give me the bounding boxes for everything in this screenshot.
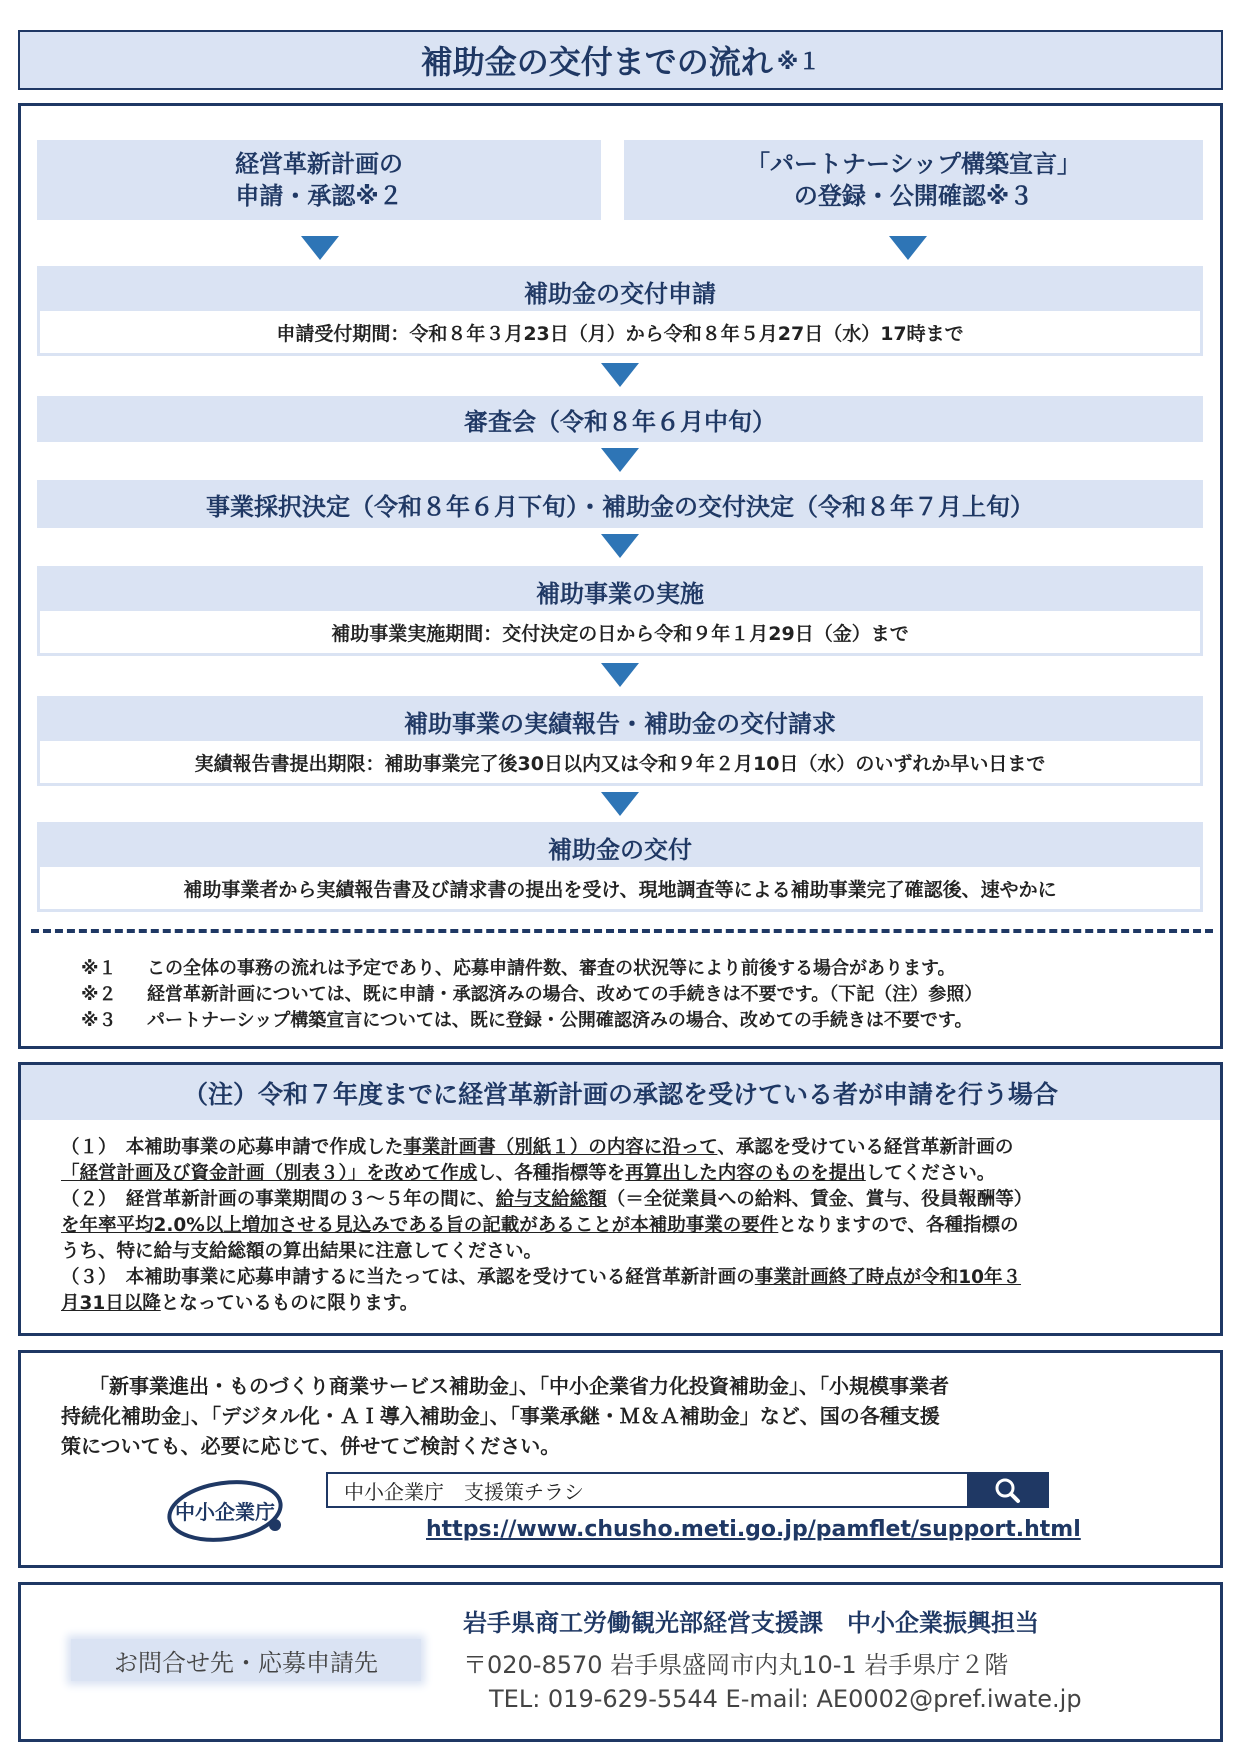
support-section (18, 1350, 1223, 1568)
support-line-2: 持続化補助金」、「デジタル化・ＡＩ導入補助金」、「事業承継・Ｍ＆Ａ補助金」など、国の各種支援 (61, 1404, 940, 1428)
footnote-1 (81, 954, 956, 980)
flow-box-innovation-plan-line2: 申請・承認※２ (235, 182, 403, 210)
note-p3-text: となっているものに限ります。 (160, 1293, 419, 1314)
footnote-1-key: ※１ (81, 958, 117, 979)
step-project-implementation-label: 補助事業の実施 (536, 579, 704, 608)
arrow-down-icon (601, 363, 639, 387)
note-p3-underline: 事業計画終了時点が令和10年３ (754, 1267, 1022, 1288)
arrow-down-icon (601, 448, 639, 472)
title-main: 補助金の交付までの流れ (420, 43, 773, 81)
note-p2-underline: 給与支給総額 (495, 1189, 607, 1210)
note-p1-text: （１） 本補助事業の応募申請で作成した (61, 1137, 404, 1158)
step-adoption-decision (37, 480, 1203, 528)
footnote-3-text: パートナーシップ構築宣言については、既に登録・公開確認済みの場合、改めての手続きは不要です。 (147, 1010, 973, 1031)
flow-box-partnership-line2: の登録・公開確認※３ (793, 182, 1034, 210)
footnote-3-key: ※３ (81, 1010, 117, 1031)
support-line-1: 「新事業進出・ものづくり商業サービス補助金」、「中小企業省力化投資補助金」、「小規模事業者 (89, 1374, 949, 1398)
contact-tel-email: TEL: 019-629-5544 E-mail: AE0002@pref.iwate.jp (489, 1685, 1082, 1713)
footnote-3 (81, 1006, 972, 1032)
payment-detail: 補助事業者から実績報告書及び請求書の提出を受け、現地調査等による補助事業完了確認後、速やかに (37, 864, 1203, 912)
support-url-link[interactable]: https://www.chusho.meti.go.jp/pamflet/support.html (426, 1517, 1081, 1542)
arrow-down-icon (601, 534, 639, 558)
flow-section (18, 103, 1223, 1049)
note-p2-text: となりますので、各種指標の (778, 1215, 1019, 1236)
note-p2-underline: を年率平均2.0%以上増加させる見込みである旨の記載があることが本補助事業の要件 (61, 1215, 779, 1236)
logo-text: 中小企業庁 (175, 1500, 275, 1524)
support-line-3: 策についても、必要に応じて、併せてご検討ください。 (61, 1434, 561, 1458)
step-review-meeting-label: 審査会（令和８年６月中旬） (464, 407, 776, 436)
note-p3-text: （３） 本補助事業に応募申請するに当たっては、承認を受けている経営革新計画の (61, 1267, 755, 1288)
dashed-divider (31, 929, 1213, 933)
implementation-period: 補助事業実施期間：交付決定の日から令和９年１月29日（金）まで (37, 608, 1203, 656)
search-button[interactable] (967, 1474, 1047, 1506)
flow-box-innovation-plan (37, 140, 601, 220)
report-deadline: 実績報告書提出期限：補助事業完了後30日以内又は令和９年２月10日（水）のいずれか早い日まで (37, 738, 1203, 786)
note-p1-underline: 事業計画書（別紙１）の内容に沿って (403, 1137, 718, 1158)
note-p2-text: （＝全従業員への給料、賃金、賞与、役員報酬等） (606, 1189, 1033, 1210)
note-p1-text: し、各種指標等を (477, 1163, 626, 1184)
note-p2-text: （２） 経営革新計画の事業期間の３～５年の間に、 (61, 1189, 496, 1210)
flow-box-partnership-line1: 「パートナーシップ構築宣言」 (745, 150, 1082, 178)
sme-agency-logo (163, 1475, 291, 1545)
contact-address: 〒020-8570 岩手県盛岡市内丸10-1 岩手県庁２階 (463, 1651, 1009, 1679)
note-p1-underline: 「経営計画及び資金計画（別表３）」を改めて作成 (61, 1163, 478, 1184)
note-section (18, 1062, 1223, 1336)
search-box[interactable] (326, 1472, 1049, 1508)
application-period: 申請受付期間：令和８年３月23日（月）から令和８年５月27日（水）17時まで (37, 308, 1203, 356)
step-adoption-decision-label: 事業採択決定（令和８年６月下旬）・補助金の交付決定（令和８年７月上旬） (206, 492, 1034, 521)
page-title (18, 30, 1223, 90)
flow-box-innovation-plan-line1: 経営革新計画の (235, 150, 403, 178)
search-icon (993, 1476, 1021, 1504)
search-input[interactable]: 中小企業庁 支援策チラシ (344, 1479, 584, 1504)
contact-section (18, 1582, 1223, 1742)
step-performance-report-label: 補助事業の実績報告・補助金の交付請求 (404, 709, 836, 738)
note-paragraph-3 (61, 1265, 1221, 1317)
footnote-2 (81, 980, 982, 1006)
note-heading: （注）令和７年度までに経営革新計画の承認を受けている者が申請を行う場合 (21, 1065, 1220, 1120)
arrow-down-icon (301, 236, 339, 260)
note-paragraph-2 (61, 1187, 1221, 1265)
contact-organization: 岩手県商工労働観光部経営支援課 中小企業振興担当 (463, 1609, 1039, 1637)
step-review-meeting (37, 396, 1203, 442)
footnote-2-text: 経営革新計画については、既に申請・承認済みの場合、改めての手続きは不要です。（下記（注）参照） (147, 984, 983, 1005)
step-grant-application-label: 補助金の交付申請 (524, 279, 716, 308)
footnote-2-key: ※２ (81, 984, 117, 1005)
arrow-down-icon (601, 663, 639, 687)
note-p1-text: 、承認を受けている経営革新計画の (717, 1137, 1014, 1158)
flow-box-partnership (624, 140, 1203, 220)
note-p3-underline: 月31日以降 (61, 1293, 161, 1314)
contact-label: お問合せ先・応募申請先 (71, 1639, 421, 1681)
step-grant-payment-label: 補助金の交付 (548, 835, 692, 864)
title-note-mark: ※１ (776, 49, 821, 75)
footnote-1-text: この全体の事務の流れは予定であり、応募申請件数、審査の状況等により前後する場合があります。 (147, 958, 956, 979)
arrow-down-icon (601, 792, 639, 816)
note-paragraph-1 (61, 1135, 1221, 1187)
arrow-down-icon (889, 236, 927, 260)
note-p1-text: してください。 (865, 1163, 996, 1184)
note-p1-underline: 再算出した内容のものを提出 (625, 1163, 866, 1184)
note-p2-text: うち、特に給与支給総額の算出結果に注意してください。 (61, 1241, 543, 1262)
